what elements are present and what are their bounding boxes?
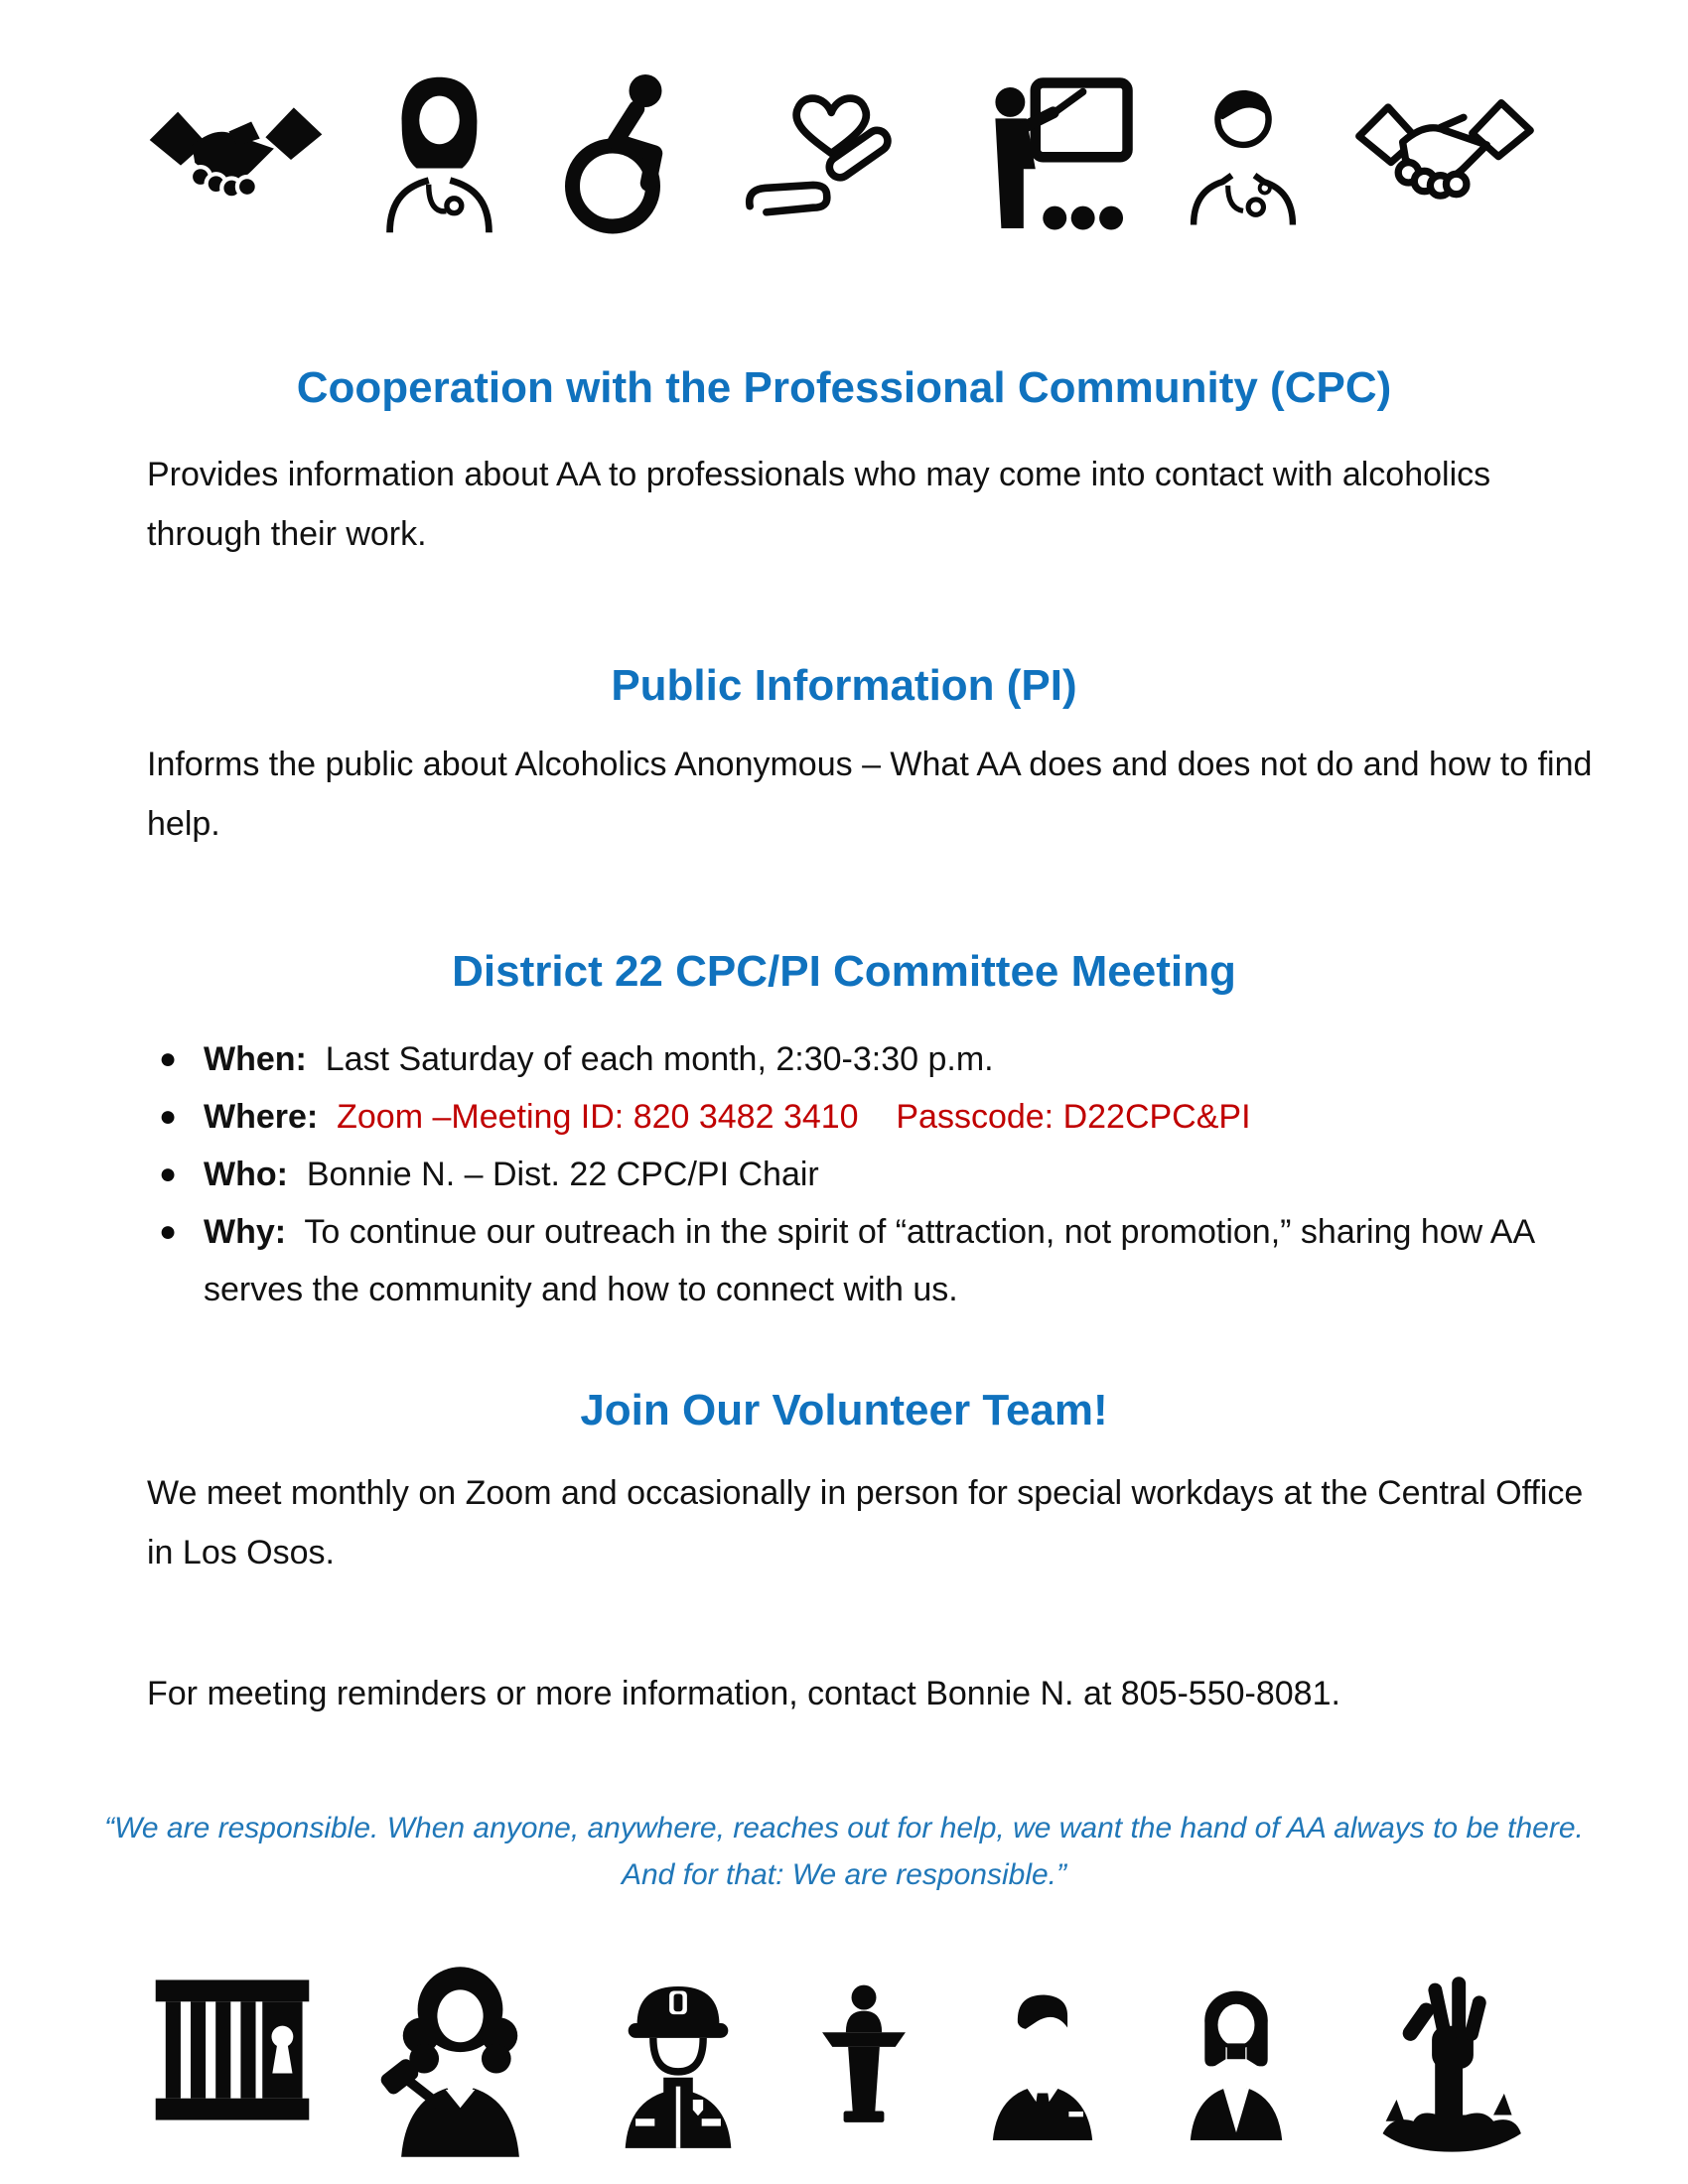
bullet-why-label: Why: [204, 1213, 287, 1251]
wheelchair-accessibility-icon [550, 71, 699, 238]
bullet-where-text: Zoom –Meeting ID: 820 3482 3410 Passcode: D22CPC&PI [318, 1098, 1251, 1136]
contact-line: For meeting reminders or more information, contact Bonnie N. at 805-550-8081. [147, 1675, 1340, 1712]
pi-description: Informs the public about Alcoholics Anonymous – What AA does and does not do and how to find help. [147, 746, 1593, 843]
male-doctor-icon [1180, 72, 1307, 236]
bullet-why-text: To continue our outreach in the spirit of “attraction, not promotion,” sharing how AA serves the community and how to connect with us. [204, 1213, 1543, 1308]
bullet-dot: ● [159, 1042, 178, 1075]
bullet-when-label: When: [204, 1040, 307, 1078]
pi-heading: Public Information (PI) [611, 661, 1077, 710]
bullet-dot: ● [159, 1215, 178, 1248]
bullet-why [159, 1203, 1597, 1318]
bullet-where-label: Where: [204, 1098, 319, 1136]
businesswoman-icon [1171, 1968, 1302, 2161]
bullet-when [159, 1030, 1597, 1088]
bullet-who-text: Bonnie N. – Dist. 22 CPC/PI Chair [287, 1156, 819, 1193]
businessman-icon [977, 1968, 1108, 2161]
female-judge-gavel-icon [378, 1963, 542, 2161]
bullet-who-label: Who: [204, 1156, 288, 1193]
heart-in-hand-icon [744, 79, 920, 230]
responsibility-quote [40, 1805, 1648, 1898]
meeting-heading: District 22 CPC/PI Committee Meeting [452, 947, 1236, 996]
quote-line-2: And for that: We are responsible.” [621, 1858, 1066, 1891]
top-icons-row [144, 58, 1539, 251]
hand-reaching-from-ground-icon [1364, 1971, 1541, 2161]
handshake-solid-icon [144, 94, 328, 215]
meeting-bullet-list [159, 1030, 1597, 1318]
bullet-dot: ● [159, 1100, 178, 1133]
presenter-whiteboard-icon [964, 75, 1135, 234]
bullet-who [159, 1146, 1597, 1203]
volunteer-description: We meet monthly on Zoom and occasionally in person for special workdays at the Central Office in Los Osos. [147, 1474, 1584, 1571]
quote-line-1: “We are responsible. When anyone, anywhere, reaches out for help, we want the hand of AA always to be there. [104, 1812, 1584, 1844]
volunteer-heading: Join Our Volunteer Team! [580, 1386, 1108, 1434]
cpc-heading: Cooperation with the Professional Community (CPC) [296, 363, 1392, 412]
bullet-when-text: Last Saturday of each month, 2:30-3:30 p.m. [306, 1040, 994, 1078]
cpc-description: Provides information about AA to professionals who may come into contact with alcoholics through their work. [147, 456, 1491, 553]
podium-speaker-icon [813, 1951, 914, 2161]
bullet-dot: ● [159, 1158, 178, 1190]
bottom-icons-row [149, 1911, 1541, 2161]
jail-bars-icon [149, 1967, 316, 2133]
firefighter-icon [605, 1965, 752, 2161]
handshake-outline-icon [1350, 92, 1539, 216]
bullet-where [159, 1088, 1597, 1146]
female-doctor-icon [372, 71, 506, 238]
